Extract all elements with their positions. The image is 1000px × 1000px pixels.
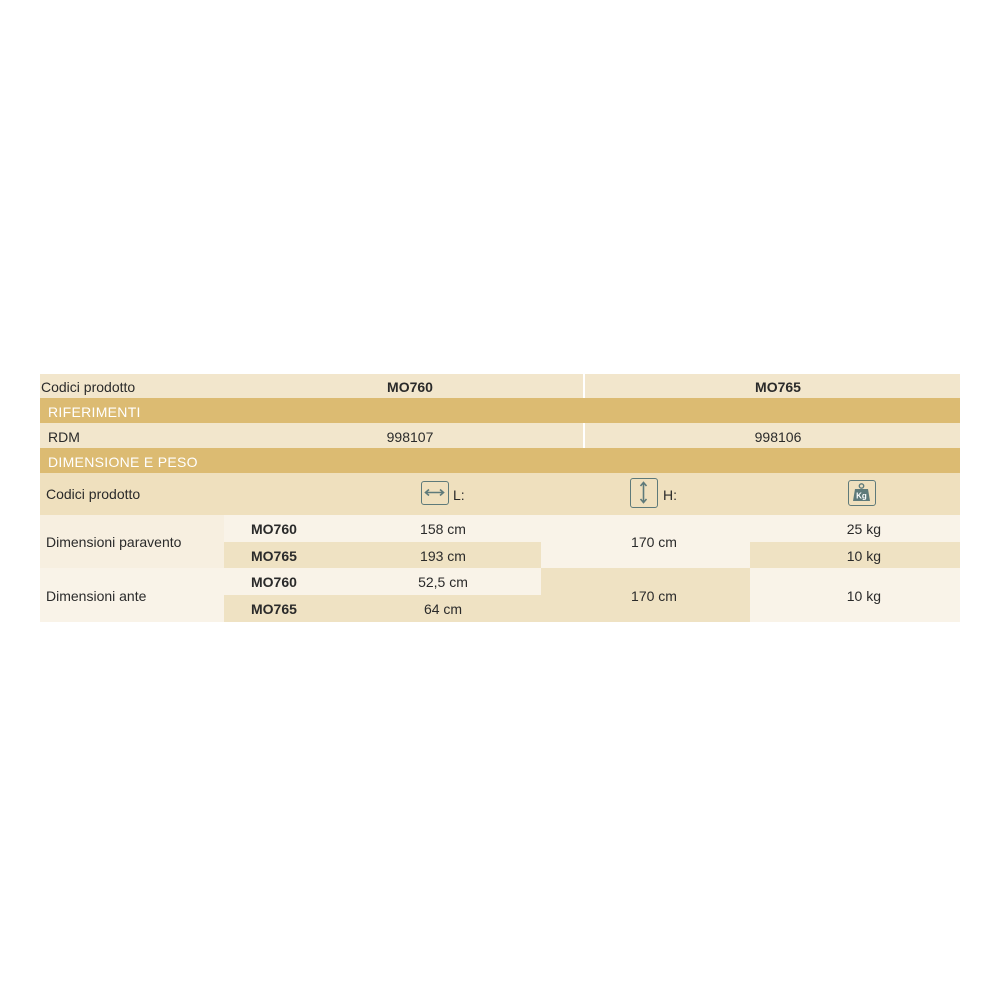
header-code-mo765: MO765	[755, 379, 801, 395]
height-label: H:	[663, 487, 677, 503]
ante-length-mo765: 64 cm	[423, 601, 463, 617]
header-code-mo760: MO760	[387, 379, 433, 395]
ante-code-mo765: MO765	[251, 601, 297, 617]
paravento-weight-mo760: 25 kg	[846, 521, 881, 537]
section-dimensione-label: DIMENSIONE E PESO	[48, 454, 198, 470]
dim-header-label: Codici prodotto	[46, 486, 141, 502]
paravento-label: Dimensioni paravento	[46, 534, 182, 550]
paravento-weight-mo765: 10 kg	[846, 548, 881, 564]
paravento-height: 170 cm	[631, 534, 677, 550]
rdm-value-mo760: 998107	[386, 429, 434, 445]
rdm-label: RDM	[48, 429, 80, 445]
section-riferimenti-label: RIFERIMENTI	[48, 404, 141, 420]
paravento-length-mo760: 158 cm	[420, 521, 466, 537]
weight-kg-icon	[848, 480, 876, 506]
header-divider	[583, 374, 585, 398]
length-label: L:	[453, 487, 465, 503]
dim-header-row	[40, 473, 960, 515]
ante-weight: 10 kg	[846, 588, 881, 604]
horizontal-arrows-icon	[421, 481, 449, 505]
rdm-value-mo765: 998106	[754, 429, 802, 445]
header-label: Codici prodotto	[41, 379, 136, 395]
svg-text:Kg: Kg	[856, 491, 867, 501]
section-riferimenti	[40, 398, 960, 423]
paravento-code-mo760: MO760	[251, 521, 297, 537]
paravento-code-mo765: MO765	[251, 548, 297, 564]
ante-label: Dimensioni ante	[46, 588, 147, 604]
rdm-divider	[583, 423, 585, 448]
vertical-arrows-icon	[630, 478, 658, 508]
ante-length-mo760: 52,5 cm	[418, 574, 468, 590]
ante-height: 170 cm	[631, 588, 677, 604]
paravento-length-mo765: 193 cm	[420, 548, 466, 564]
ante-code-mo760: MO760	[251, 574, 297, 590]
